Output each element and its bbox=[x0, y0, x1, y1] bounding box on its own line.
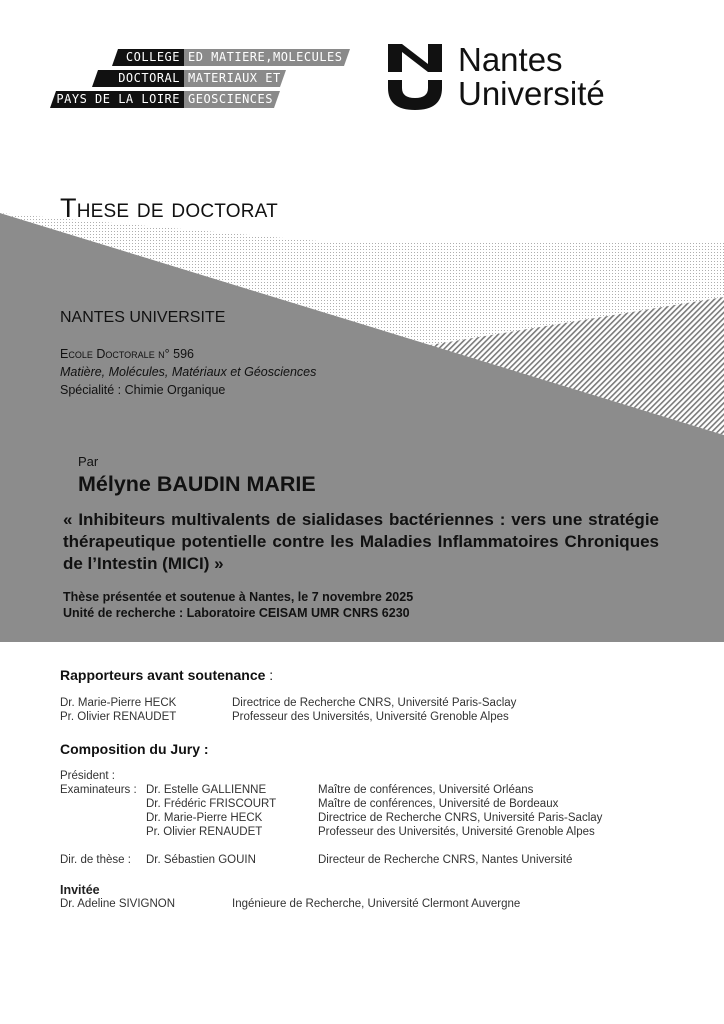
ecole-doctorale-name: Matière, Molécules, Matériaux et Géosciences bbox=[60, 365, 317, 379]
invitee-name: Dr. Adeline SIVIGNON bbox=[60, 898, 176, 910]
president-label: Président : bbox=[60, 770, 115, 782]
specialite: Spécialité : Chimie Organique bbox=[60, 383, 226, 397]
rapporteur-name: Pr. Olivier RENAUDET bbox=[60, 711, 177, 723]
director-label: Dir. de thèse : bbox=[60, 854, 131, 866]
nantes-mark-icon bbox=[388, 44, 442, 110]
college-line-1: COLLEGE bbox=[125, 50, 180, 64]
rapporteur-name: Dr. Marie-Pierre HECK bbox=[60, 697, 177, 709]
rapporteur-title: Directrice de Recherche CNRS, Université Paris-Saclay bbox=[232, 697, 517, 709]
jury-member-title: Maître de conférences, Université de Bordeaux bbox=[318, 798, 559, 810]
rapporteurs-heading-colon: : bbox=[265, 667, 274, 683]
jury-member-title: Directrice de Recherche CNRS, Université Paris-Saclay bbox=[318, 812, 603, 824]
author-name: Mélyne BAUDIN MARIE bbox=[78, 472, 316, 496]
jury-member-title: Maître de conférences, Université Orléans bbox=[318, 784, 534, 796]
college-line-2: DOCTORAL bbox=[118, 71, 180, 85]
thesis-heading: These de doctorat bbox=[60, 193, 278, 223]
thesis-title: « Inhibiteurs multivalents de sialidases bactériennes : vers une stratégie thérapeutique potentielle contre les Maladies Inflammatoires Chroniques de l’Intestin (MICI) » bbox=[63, 510, 659, 573]
jury-heading: Composition du Jury : bbox=[60, 741, 209, 757]
ed-line-1: ED MATIERE,MOLECULES bbox=[188, 50, 343, 64]
by-label: Par bbox=[78, 454, 99, 469]
rapporteurs-heading-text: Rapporteurs avant soutenance bbox=[60, 667, 266, 683]
examinateurs-label: Examinateurs : bbox=[60, 784, 137, 796]
jury-member-name: Dr. Frédéric FRISCOURT bbox=[146, 798, 277, 810]
jury-member-name: Dr. Estelle GALLIENNE bbox=[146, 784, 267, 796]
director-name: Dr. Sébastien GOUIN bbox=[146, 854, 256, 866]
nantes-wordmark-line-1: Nantes bbox=[458, 41, 563, 78]
jury-member-name: Pr. Olivier RENAUDET bbox=[146, 826, 263, 838]
rapporteurs-heading bbox=[60, 667, 273, 683]
jury-member-name: Dr. Marie-Pierre HECK bbox=[146, 812, 263, 824]
college-line-3: PAYS DE LA LOIRE bbox=[56, 92, 180, 106]
university-name: NANTES UNIVERSITE bbox=[60, 309, 226, 326]
ecole-doctorale: Ecole Doctorale n° 596 bbox=[60, 347, 194, 361]
nantes-wordmark-line-2: Université bbox=[458, 75, 605, 112]
rapporteur-title: Professeur des Universités, Université Grenoble Alpes bbox=[232, 711, 509, 723]
defense-info: Thèse présentée et soutenue à Nantes, le 7 novembre 2025 bbox=[63, 590, 414, 604]
invitee-heading: Invitée bbox=[60, 883, 100, 897]
ed-line-2: MATERIAUX ET bbox=[188, 71, 281, 85]
jury-member-title: Professeur des Universités, Université Grenoble Alpes bbox=[318, 826, 595, 838]
research-unit: Unité de recherche : Laboratoire CEISAM UMR CNRS 6230 bbox=[63, 606, 410, 620]
ed-line-3: GEOSCIENCES bbox=[188, 92, 273, 106]
director-title: Directeur de Recherche CNRS, Nantes Université bbox=[318, 854, 573, 866]
invitee-title: Ingénieure de Recherche, Université Clermont Auvergne bbox=[232, 898, 521, 910]
